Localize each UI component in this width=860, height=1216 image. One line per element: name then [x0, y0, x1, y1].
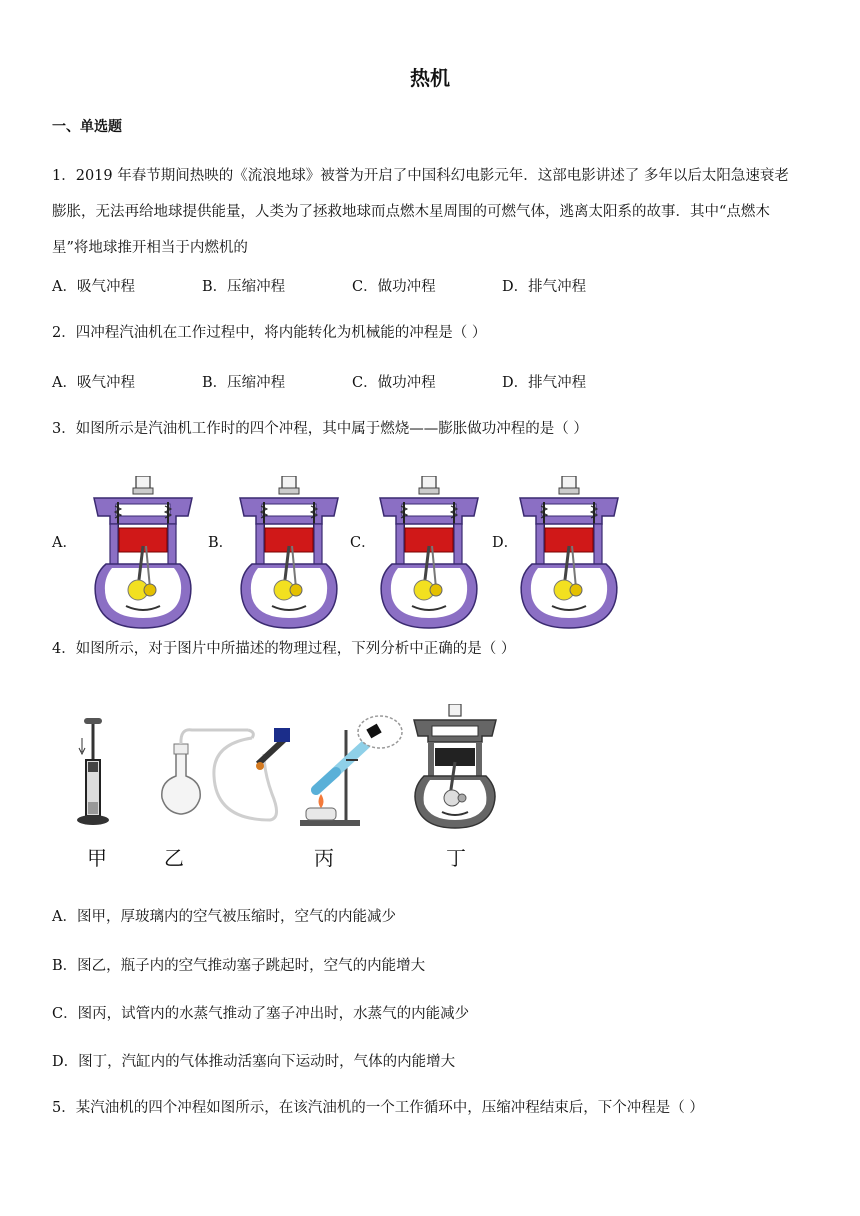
engine-diagram-b: [234, 476, 344, 631]
question-4-option-a[interactable]: A．图甲，厚玻璃内的空气被压缩时，空气的内能减少: [52, 909, 396, 925]
engine-diagram-c: [374, 476, 484, 631]
question-2-stem: 2．四冲程汽油机在工作过程中，将内能转化为机械能的冲程是（ ）: [52, 325, 487, 341]
engine-diagram-d: [514, 476, 624, 631]
question-5-stem: 5．某汽油机的四个冲程如图所示，在该汽油机的一个工作循环中，压缩冲程结束后，下个冲程是（ ）: [52, 1100, 704, 1116]
page-title: 热机: [410, 66, 450, 90]
engine-diagram-a: [88, 476, 198, 631]
question-1-option-d[interactable]: D．排气冲程: [502, 279, 587, 295]
question-1-line-1: 1．2019 年春节期间热映的《流浪地球》被誉为开启了中国科幻电影元年．这部电影讲述了 多年以后太阳急速衰老: [52, 168, 789, 184]
question-4-stem: 4．如图所示，对于图片中所描述的物理过程，下列分析中正确的是（ ）: [52, 641, 516, 657]
question-3-option-a[interactable]: A．: [52, 535, 77, 551]
figure-label-yi: 乙: [164, 846, 184, 870]
question-2-option-a[interactable]: A．吸气冲程: [52, 375, 135, 391]
question-1-line-2: 膨胀，无法再给地球提供能量，人类为了拯救地球而点燃木星周围的可燃气体，逃离太阳系的故事．其中“点燃木: [52, 204, 770, 220]
question-1-line-3: 星”将地球推开相当于内燃机的: [52, 240, 248, 256]
question-1-option-b[interactable]: B．压缩冲程: [202, 279, 286, 295]
question-4-option-b[interactable]: B．图乙，瓶子内的空气推动塞子跳起时，空气的内能增大: [52, 958, 426, 974]
figure-label-ding: 丁: [446, 846, 466, 870]
figure-yi-flask-pump: [152, 724, 292, 834]
question-4-option-c[interactable]: C．图丙，试管内的水蒸气推动了塞子冲出时，水蒸气的内能减少: [52, 1006, 470, 1022]
figure-bing-test-tube: [296, 708, 408, 830]
question-3-option-d[interactable]: D．: [492, 535, 519, 551]
question-2-option-b[interactable]: B．压缩冲程: [202, 375, 286, 391]
question-1-option-c[interactable]: C．做功冲程: [352, 279, 436, 295]
question-2-option-d[interactable]: D．排气冲程: [502, 375, 587, 391]
question-3-stem: 3．如图所示是汽油机工作时的四个冲程，其中属于燃烧——膨胀做功冲程的是（ ）: [52, 421, 588, 437]
figure-label-jia: 甲: [87, 846, 107, 870]
question-3-option-c[interactable]: C．: [350, 535, 376, 551]
question-3-option-b[interactable]: B．: [208, 535, 234, 551]
question-4-option-d[interactable]: D．图丁，汽缸内的气体推动活塞向下运动时，气体的内能增大: [52, 1054, 456, 1070]
question-1-stem: [52, 158, 812, 266]
figure-ding-engine: [410, 704, 500, 830]
figure-label-bing: 丙: [314, 846, 334, 870]
question-2-option-c[interactable]: C．做功冲程: [352, 375, 436, 391]
section-heading: 一、单选题: [52, 119, 122, 135]
figure-jia-compression-tube: [74, 716, 114, 828]
question-1-option-a[interactable]: A．吸气冲程: [52, 279, 135, 295]
